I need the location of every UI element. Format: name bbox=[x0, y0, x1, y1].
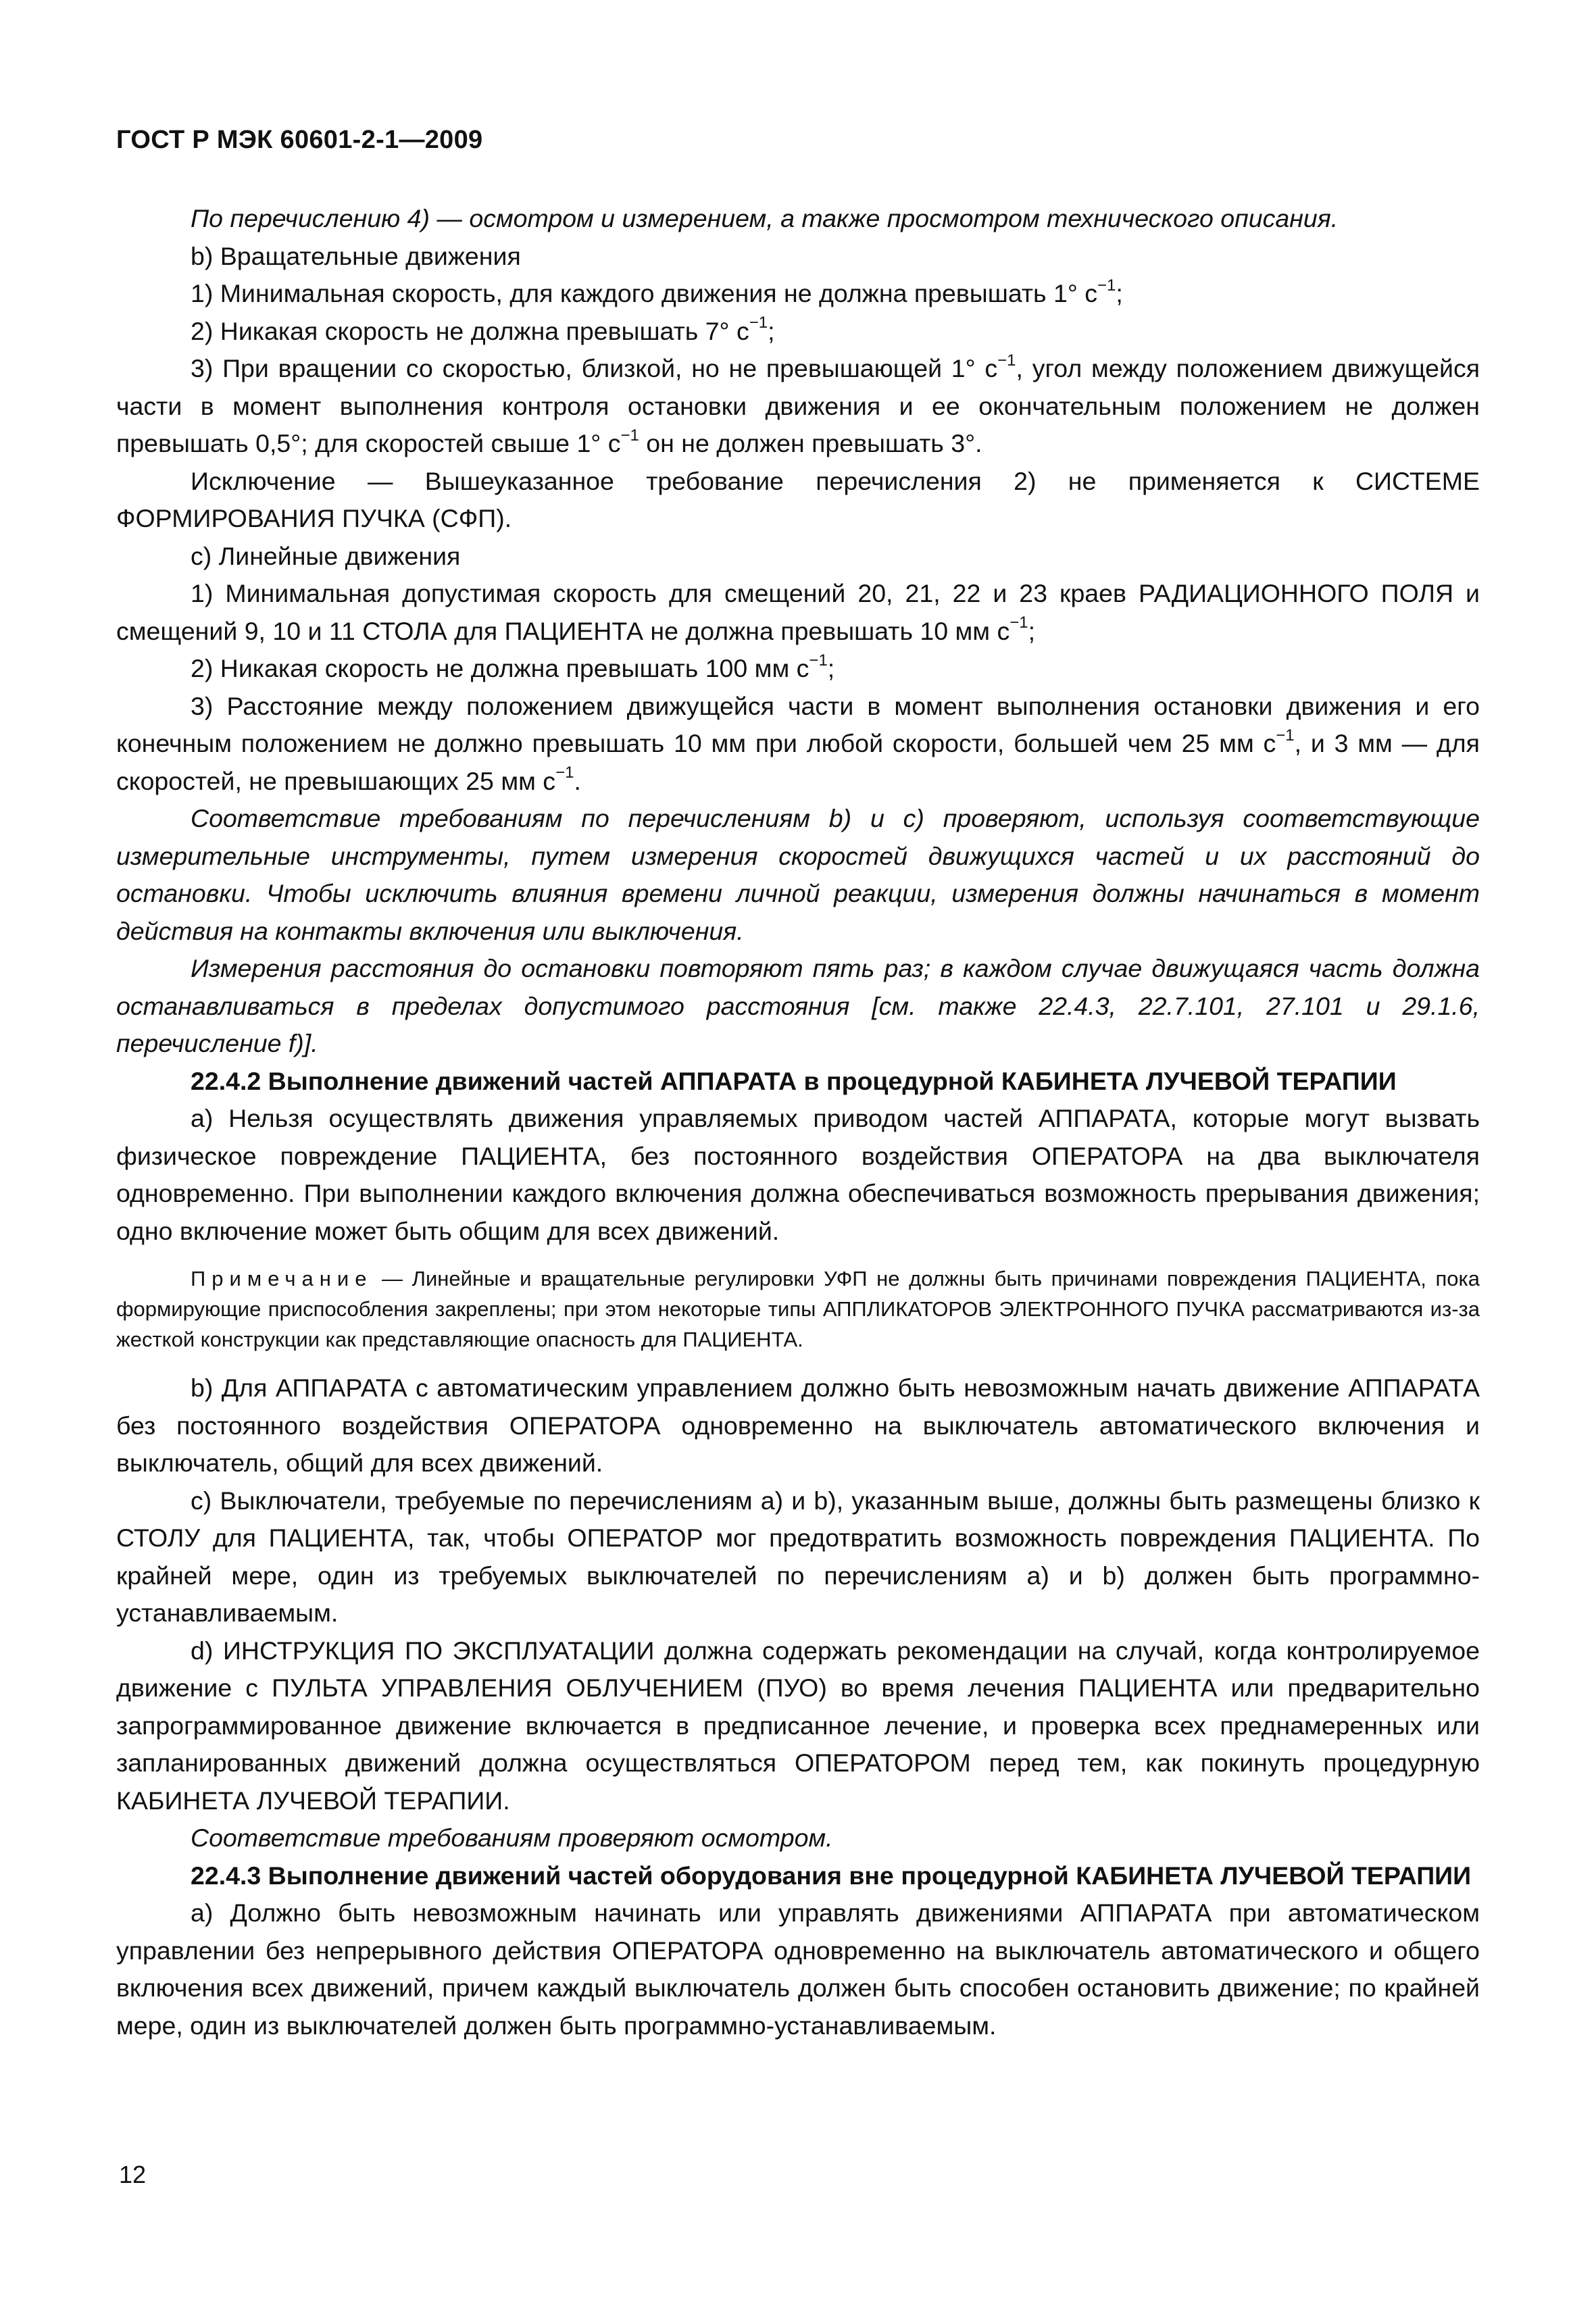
rotational-item-1: 1) Минимальная скорость, для каждого движения не должна превышать 1° $с^{-1}$; bbox=[191, 276, 1123, 307]
exception-paragraph: Исключение — Вышеуказанное требование перечисления 2) не применяется к СИСТЕМЕ ФОРМИРОВАНИЯ ПУЧКА (СФП). bbox=[116, 466, 1480, 532]
inspection-compliance-paragraph: Соответствие требованиям проверяют осмотром. bbox=[191, 1823, 833, 1852]
measurement-paragraph: Измерения расстояния до остановки повторяют пять раз; в каждом случае движущаяся часть должна останавливаться в пределах допустимого расстояния [см. также 22.4.3, 22.7.101, 27.101 и 29.1.6, перечисление f)]. bbox=[116, 954, 1480, 1057]
linear-item-1: 1) Минимальная допустимая скорость для смещений 20, 21, 22 и 23 краев РАДИАЦИОННОГО ПОЛЯ и смещений 9, 10 и 11 СТОЛА для ПАЦИЕНТА не должна превышать 10 мм $с^{-1}$; bbox=[116, 579, 1480, 645]
note-paragraph: Примечание — Линейные и вращательные регулировки УФП не должны быть причинами повреждения ПАЦИЕНТА, пока формирующие приспособления закреплены; при этом некоторые типы АППЛИКАТОРОВ ЭЛЕКТРОННОГО ПУЧКА рассматриваются из-за жесткой конструкции как представляющие опасность для ПАЦИЕНТА. bbox=[116, 1267, 1480, 1351]
section-heading-22-4-3: 22.4.3 Выполнение движений частей оборудования вне процедурной КАБИНЕТА ЛУЧЕВОЙ ТЕРАПИИ bbox=[191, 1861, 1472, 1890]
document-header: ГОСТ Р МЭК 60601-2-1—2009 bbox=[116, 126, 483, 154]
outside-requirement-a-paragraph: a) Должно быть невозможным начинать или управлять движениями АППАРАТА при автоматическом управлении без непрерывного действия ОПЕРАТОРА одновременно на выключатель автоматического и общего включения всех движений, причем каждый выключатель должен быть способен остановить движение; по крайней мере, один из выключателей должен быть программно-устанавливаемым. bbox=[116, 1898, 1480, 2040]
document-body bbox=[116, 200, 1480, 2044]
rotational-item-2: 2) Никакая скорость не должна превышать 7° $с^{-1}$; bbox=[191, 313, 775, 345]
requirement-c-paragraph: c) Выключатели, требуемые по перечислениям a) и b), указанным выше, должны быть размещены близко к СТОЛУ для ПАЦИЕНТА, так, чтобы ОПЕРАТОР мог предотвратить возможность повреждения ПАЦИЕНТА. По крайней мере, один из требуемых выключателей по перечислениям a) и b) должен быть программно-устанавливаемым. bbox=[116, 1486, 1480, 1627]
page-number: 12 bbox=[119, 2161, 147, 2188]
requirement-d-paragraph: d) ИНСТРУКЦИЯ ПО ЭКСПЛУАТАЦИИ должна содержать рекомендации на случай, когда контролируемое движение с ПУЛЬТА УПРАВЛЕНИЯ ОБЛУЧЕНИЕМ (ПУО) во время лечения ПАЦИЕНТА или предварительно запрограммированное движение включается в предписанное лечение, и проверка всех преднамеренных или запланированных движений должна осуществляться ОПЕРАТОРОМ перед тем, как покинуть процедурную КАБИНЕТА ЛУЧЕВОЙ ТЕРАПИИ. bbox=[116, 1636, 1480, 1815]
note-label: Примечание bbox=[191, 1267, 373, 1290]
section-linear-movements: c) Линейные движения bbox=[191, 541, 461, 570]
linear-item-2: 2) Никакая скорость не должна превышать 100 мм $с^{-1}$; bbox=[191, 651, 835, 682]
section-heading-22-4-2: 22.4.2 Выполнение движений частей АППАРАТА в процедурной КАБИНЕТА ЛУЧЕВОЙ ТЕРАПИИ bbox=[191, 1066, 1397, 1095]
linear-item-3: 3) Расстояние между положением движущейся части в момент выполнения остановки движения и его конечным положением не должно превышать 10 мм при любой скорости, большей чем 25 мм $с^{-1}$, и 3 мм — для скоростей, не превышающих 25 мм $с^{-1}$. bbox=[116, 691, 1480, 795]
requirement-b-paragraph: b) Для АППАРАТА с автоматическим управлением должно быть невозможным начать движение АППАРАТА без постоянного воздействия ОПЕРАТОРА одновременно на выключатель автоматического включения и выключатель, общий для всех движений. bbox=[116, 1374, 1480, 1477]
section-rotational-movements: b) Вращательные движения bbox=[191, 241, 521, 270]
verification-note-paragraph: По перечислению 4) — осмотром и измерением, а также просмотром технического описания. bbox=[191, 204, 1339, 232]
compliance-paragraph: Соответствие требованиям по перечислениям b) и c) проверяют, используя соответствующие измерительные инструменты, путем измерения скоростей движущихся частей и их расстояний до остановки. Чтобы исключить влияния времени личной реакции, измерения должны начинаться в момент действия на контакты включения или выключения. bbox=[116, 804, 1480, 945]
rotational-item-3: 3) При вращении со скоростью, близкой, но не превышающей 1° $с^{-1}$, угол между положением движущейся части в момент выполнения контроля остановки движения и ее окончательным положением не должен превышать 0,5°; для скоростей свыше 1° $с^{-1}$ он не должен превышать 3°. bbox=[116, 351, 1480, 457]
requirement-a-paragraph: a) Нельзя осуществлять движения управляемых приводом частей АППАРАТА, которые могут вызвать физическое повреждение ПАЦИЕНТА, без постоянного воздействия ОПЕРАТОРА на два выключателя одновременно. При выполнении каждого включения должна обеспечиваться возможность прерывания движения; одно включение может быть общим для всех движений. bbox=[116, 1104, 1480, 1245]
